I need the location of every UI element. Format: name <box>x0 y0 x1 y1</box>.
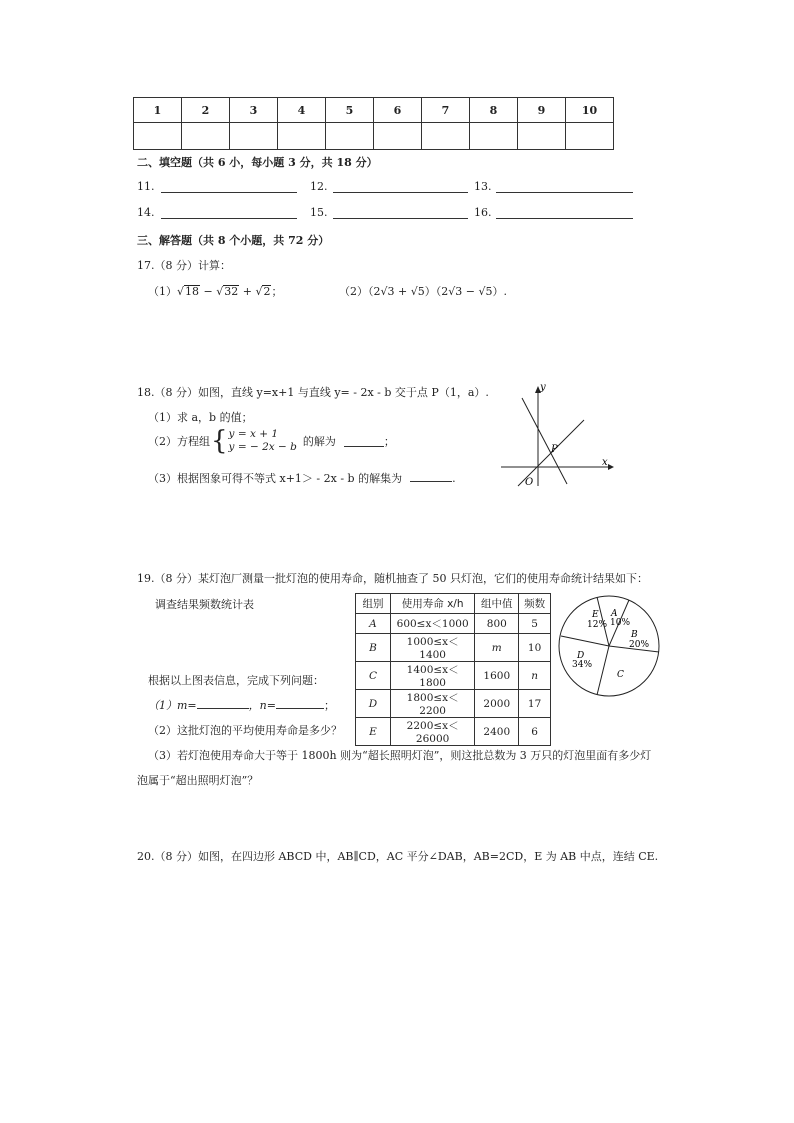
q17-op: − <box>200 285 217 298</box>
pie-label-d: D <box>577 651 585 661</box>
q19-table-caption: 调查结果频数统计表 <box>155 598 254 611</box>
fill-num: 16. <box>474 206 492 219</box>
q19-part1 <box>148 697 335 713</box>
fill-blank-12[interactable] <box>333 182 468 193</box>
q19-part1-sep: ，n= <box>248 699 276 712</box>
table-cell: A <box>356 614 391 634</box>
table-row <box>356 662 551 690</box>
answer-table-header-row <box>134 98 614 123</box>
q19-intro: 根据以上图表信息，完成下列问题： <box>148 674 324 687</box>
q17-op: + <box>239 285 256 298</box>
table-cell: 1000≤x＜1400 <box>390 634 474 662</box>
table-cell: 2200≤x＜26000 <box>390 718 474 746</box>
pie-percent-d: 34% <box>572 660 593 670</box>
answer-cell[interactable] <box>422 123 470 150</box>
table-header: 组别 <box>356 594 391 614</box>
table-header: 使用寿命 x/h <box>390 594 474 614</box>
answer-table-header: 3 <box>230 98 278 123</box>
table-header-row <box>356 594 551 614</box>
pie-label-a: A <box>611 609 618 619</box>
pie-label-e: E <box>592 610 599 620</box>
q20-stem: 20.（8 分）如图，在四边形 ABCD 中，AB∥CD，AC 平分∠DAB，AB=2CD，E 为 AB 中点，连结 CE. <box>137 850 659 863</box>
answer-table-header: 6 <box>374 98 422 123</box>
table-row <box>356 614 551 634</box>
equation-system <box>210 428 297 454</box>
answer-cell[interactable] <box>326 123 374 150</box>
q19-part2: （2）这批灯泡的平均使用寿命是多少？ <box>148 724 342 737</box>
q19-stem: 19.（8 分）某灯泡厂测量一批灯泡的使用寿命，随机抽查了 50 只灯泡，它们的使用寿命统计结果如下： <box>137 572 648 585</box>
answer-table <box>133 97 614 150</box>
q18-part3-end: . <box>452 472 456 485</box>
answer-cell[interactable] <box>182 123 230 150</box>
answer-table-header: 5 <box>326 98 374 123</box>
q17-part2 <box>339 283 507 299</box>
q19-part3-line1: （3）若灯泡使用寿命大于等于 1800h 则为“超长照明灯泡”，则这批总数为 3 万只的灯泡里面有多少灯 <box>148 749 652 762</box>
y-axis-label: y <box>540 382 546 393</box>
q18-part3-text: （3）根据图象可得不等式 x+1＞ - 2x - b 的解集为 <box>148 472 403 485</box>
q17-stem: 17.（8 分）计算： <box>137 259 231 272</box>
section3-title: 三、解答题（共 8 个小题，共 72 分） <box>137 234 330 247</box>
answer-table-header: 8 <box>470 98 518 123</box>
q17-radicand: 2 <box>263 285 271 298</box>
pie-divider <box>597 646 609 695</box>
q18-part2-blank[interactable] <box>344 436 384 447</box>
fill-num: 14. <box>137 206 155 219</box>
fill-blank-11[interactable] <box>161 182 297 193</box>
table-cell: 2000 <box>475 690 519 718</box>
q19-part1-end: ； <box>323 699 335 712</box>
fill-blank-15[interactable] <box>333 208 468 219</box>
fill-blank-14[interactable] <box>161 208 297 219</box>
q18-part2 <box>148 428 395 454</box>
sqrt-icon: √ <box>216 285 224 298</box>
q19-part3-line2: 泡属于“超出照明灯泡”？ <box>137 774 259 787</box>
q19-part1-m: （1）m= <box>148 699 197 712</box>
equation-2: y = − 2x − b <box>228 441 297 453</box>
table-header: 组中值 <box>475 594 519 614</box>
table-cell: E <box>356 718 391 746</box>
table-cell: 800 <box>475 614 519 634</box>
x-axis-arrow-icon <box>608 464 614 470</box>
q18-part3 <box>148 470 456 486</box>
x-axis-label: x <box>602 457 608 468</box>
q18-part2-prefix: （2）方程组 <box>148 435 210 448</box>
table-cell: 2400 <box>475 718 519 746</box>
answer-cell[interactable] <box>518 123 566 150</box>
answer-cell[interactable] <box>470 123 518 150</box>
point-p-label: P <box>551 444 558 455</box>
frequency-table <box>355 593 551 746</box>
answer-cell[interactable] <box>566 123 614 150</box>
fill-blank-16[interactable] <box>496 208 633 219</box>
fill-blank-13[interactable] <box>496 182 633 193</box>
table-header: 频数 <box>519 594 551 614</box>
section2-title: 二、填空题（共 6 小，每小题 3 分，共 18 分） <box>137 156 378 169</box>
table-cell: C <box>356 662 391 690</box>
answer-table-header: 2 <box>182 98 230 123</box>
fill-num: 12. <box>310 180 328 193</box>
q17-end: ； <box>271 285 283 298</box>
q18-part2-end: ； <box>383 435 395 448</box>
q18-graph <box>496 378 616 490</box>
fill-num: 15. <box>310 206 328 219</box>
q18-part1: （1）求 a，b 的值； <box>148 411 253 424</box>
pie-label-c: C <box>617 670 624 680</box>
q17-part2-label: （2） <box>339 285 368 298</box>
brace-icon: { <box>211 426 228 456</box>
table-cell: D <box>356 690 391 718</box>
sqrt-icon: √ <box>255 285 263 298</box>
answer-table-header: 1 <box>134 98 182 123</box>
table-cell: n <box>519 662 551 690</box>
table-cell: 1600 <box>475 662 519 690</box>
q18-stem: 18.（8 分）如图，直线 y=x+1 与直线 y= - 2x - b 交于点 P（1，a）. <box>137 386 489 399</box>
answer-table-header: 9 <box>518 98 566 123</box>
pie-divider <box>561 636 609 646</box>
table-cell: 600≤x＜1000 <box>390 614 474 634</box>
q17-part1 <box>148 283 282 299</box>
q19-m-blank[interactable] <box>197 698 249 709</box>
answer-table-header: 7 <box>422 98 470 123</box>
table-row <box>356 634 551 662</box>
line-y-neg2x-b <box>522 398 567 484</box>
table-cell: B <box>356 634 391 662</box>
answer-cell[interactable] <box>278 123 326 150</box>
pie-label-b: B <box>631 630 638 640</box>
q17-part1-label: （1） <box>148 285 177 298</box>
answer-table-header: 10 <box>566 98 614 123</box>
fill-num: 13. <box>474 180 492 193</box>
table-cell: 1400≤x＜1800 <box>390 662 474 690</box>
table-cell: 6 <box>519 718 551 746</box>
pie-percent-b: 20% <box>629 640 650 650</box>
fill-num: 11. <box>137 180 155 193</box>
pie-percent-e: 12% <box>587 620 608 630</box>
table-cell: m <box>475 634 519 662</box>
origin-label: O <box>525 477 534 488</box>
sqrt-icon: √ <box>177 285 185 298</box>
answer-cell[interactable] <box>134 123 182 150</box>
table-cell: 1800≤x＜2200 <box>390 690 474 718</box>
q19-n-blank[interactable] <box>276 698 324 709</box>
q18-part3-blank[interactable] <box>410 471 452 482</box>
answer-cell[interactable] <box>374 123 422 150</box>
answer-table-header: 4 <box>278 98 326 123</box>
q18-part2-suffix: 的解为 <box>302 435 336 448</box>
answer-table-blank-row <box>134 123 614 150</box>
pie-chart <box>555 592 665 702</box>
pie-percent-a: 10% <box>610 618 631 628</box>
table-row <box>356 718 551 746</box>
table-cell: 5 <box>519 614 551 634</box>
table-cell: 17 <box>519 690 551 718</box>
q17-radicand: 32 <box>224 285 239 298</box>
answer-cell[interactable] <box>230 123 278 150</box>
table-row <box>356 690 551 718</box>
table-cell: 10 <box>519 634 551 662</box>
equation-1: y = x + 1 <box>228 428 279 440</box>
q17-part2-expr: （2√3 + √5）（2√3 − √5）. <box>368 285 507 298</box>
q17-radicand: 18 <box>185 285 200 298</box>
